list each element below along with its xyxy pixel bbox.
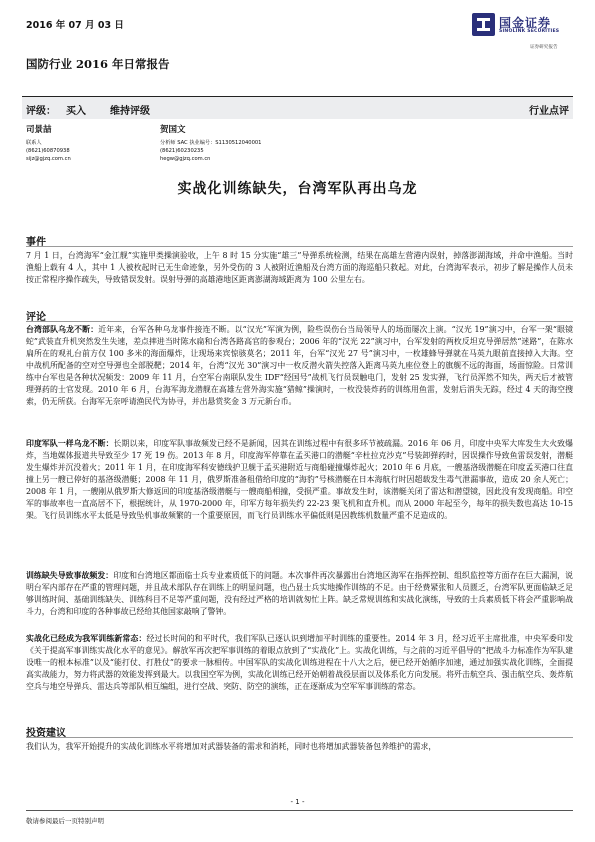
company-logo <box>472 13 572 53</box>
section-heading-advice: 投资建议 <box>26 728 66 739</box>
rating-maintain: 维持评级 <box>110 106 150 117</box>
logo-subtitle: 证券研究报告 <box>530 45 558 50</box>
paragraph-text: 经过长时间的和平时代，我们军队已逐认识到增加平时训练的重要性。2014 年 3 月，经习近平主席批准，中央军委印发《关于提高军事训练实战化水平的意见》。解放军再次把军事训练的着眼点放到了“实战化”上。实战化训练，与之前的习近平倡导的“把战斗力标准作为军队建设唯一的根本标准”以及“能打仗、打胜仗”的要求一脉相传。中国军队的实战化训练进程在十八大之后，便已经开始循序加速，通过加强实战化训练，全面提高实战能力，努力将武器的效能发挥到最大。以我国空军为例，实战化训练已经开始朝着战役层面以及体系化方向发展。将歼击航空兵、强击航空兵、轰炸航空兵与地空导弹兵、雷达兵等部队相互编组，进行空战、突防、防空的演练，正在逐渐成为空军军事训练的常态。 <box>26 634 573 691</box>
section-heading-event: 事件 <box>26 237 46 248</box>
logo-mark-icon <box>472 13 495 36</box>
rating-band <box>22 96 573 119</box>
paragraph-text: 近年来，台军各种乌龙事件接连不断。以“汉光”军演为例，险些误伤台当局领导人的场面屡次上演。“汉光 19”演习中，台军一架“眼镜蛇”武装直升机突然发生失速，差点摔进当时陈水扁和台湾各路高官的参观台；2006 年的“汉光 22”演习中，台军发射的两枚反坦克导弹居然“迷路”，在陈水扁所在的观礼台前方仅 100 多米的海面爆炸，让现场来宾惊骇莫名；2011 年，台军“汉光 27 号”演习中，一枚雄蜂导弹就在马英九眼前直接掉入大海。空中战机所配备的空对空导弹也全部脱靶；2014 年，台湾“汉光 30”演习中一枚反潜火箭失控落入距离马英九座位登上的旗舰不远的海面，场面惊险。日常训练中台军也是各种状况频发：2009 年 11 月，台空军台南联队发生 IDF“经国号”战机飞行员误触电门，发射 25 发实弹，飞行员浑然不知失，两天后才被管理弹药的士官发现。2010 年 6 月，台海军海龙潜舰在高雄左营外海实施“猎鲸”操演时，一枚没装炸药的训练用鱼雷，发射后消失无踪，经过 4 天的海空搜索，仍无所获。台海军无奈呼请渔民代为协寻，并出悬赏奖金 3 万元新台币。 <box>26 325 573 406</box>
analyst-phone: (8621)60230235 <box>160 148 204 154</box>
section-divider <box>26 321 573 322</box>
analyst-role: 分析师 SAC 执业编号：S1130512040001 <box>160 140 262 146</box>
comment-paragraph <box>26 570 573 618</box>
paragraph-lead: 台湾部队乌龙不断： <box>26 325 99 334</box>
footer-divider <box>26 810 573 811</box>
report-date: 2016 年 07 月 03 日 <box>26 20 124 31</box>
rating-label: 评级： <box>26 106 56 117</box>
logo-name-en: SINOLINK SECURITIES <box>499 29 560 34</box>
analyst-name: 司景喆 <box>26 125 52 135</box>
paragraph-lead: 实战化已经成为我军训练新常态： <box>26 634 147 643</box>
paragraph-lead: 印度军队一样乌龙不断： <box>26 439 114 448</box>
paragraph-lead: 训练缺失导致事故频发： <box>26 571 114 580</box>
analyst-card <box>26 125 71 163</box>
comment-paragraph <box>26 324 573 408</box>
analyst-card <box>160 125 261 163</box>
analyst-email[interactable]: hegw@gjzq.com.cn <box>160 156 211 162</box>
analyst-name: 贺国文 <box>160 125 186 135</box>
paragraph-text: 印度和台湾地区都面临士兵专业素质低下的问题。本次事件再次暴露出台湾地区海军在指挥控制、组织监控等方面存在巨大漏洞，说明台军内部存在严重的管理问题，并且战术部队存在训练上的明显问题，也凸显士兵实地操作训练的不足。由于经费紧张和人员匮乏，台湾军队更面临缺乏足够训练时间、基础训练缺失、训练科目不足等严重问题，没有经过严格的培训就匆忙上阵。缺乏常规训练和实战化演练，导致的士兵素质低下将会严重影响战斗力，台湾和印度的各种事故已经给其他国家敲响了警钟。 <box>26 571 573 616</box>
section-divider <box>26 737 573 738</box>
footer-disclaimer: 敬请参阅最后一页特别声明 <box>26 817 104 825</box>
logo-name-cn: 国金证券 <box>499 16 552 30</box>
comment-paragraph <box>26 633 573 693</box>
advice-paragraph: 我们认为，我军开始提升的实战化训练水平将增加对武器装备的需求和消耗，同时也将增加武器装备包养维护的需求， <box>26 742 437 751</box>
comment-paragraph <box>26 438 573 522</box>
analyst-role: 联系人 <box>26 140 42 146</box>
section-heading-comment: 评论 <box>26 312 46 323</box>
analyst-email[interactable]: sijz@gjzq.com.cn <box>26 156 71 162</box>
analyst-phone: (8621)60870938 <box>26 148 70 154</box>
report-type: 行业点评 <box>529 106 569 117</box>
event-paragraph: 7 月 1 日，台湾海军“金江舰”实施甲类操演验收，上午 8 时 15 分实施“雄三”导弹系统检测，结果在高雄左营港内误射，掉落澎湖海域，并命中渔船。当时渔船上载有 4 人，其中 1 人被枚起时已无生命迹象，另外受伤的 3 人被附近渔船及台湾方面的海巡船只救起。对此，台湾海军表示，初步了解是操作人员未按正常程序操作疏失，导致错误发射。误射导弹的高雄港地区距离澎湖海域距离为 100 公里左右。 <box>26 251 573 284</box>
paragraph-text: 长期以来，印度军队事故频发已经不是新闻，因其在训练过程中有很多环节被疏漏。2016 年 06 月，印度中央军大库发生大火致爆炸，当地媒体报道共导致至少 17 死 19 伤。2013 年 8 月，印度海军停靠在孟买港口的潜艇“辛杜拉克沙克”号装卸弹药时，因误操作导致鱼雷误发射，潜艇发生爆炸并沉没着火；2011 年 1 月，在印度海军科安德线护卫舰于孟买港附近与商船碰撞爆炸起火；2010 年 6 月底，一艘基洛级潜艇在印度孟买港口往直撞上另一艘已停好的基洛级潜艇；2008 年 11 月，俄罗斯准备租借给印度的“海豹”号核潜艇在日本海航行时因超载发生毒气泄漏事故，造成 20 余人死亡；2008 年 1 月，一艘刚从俄罗斯大修返回的印度基洛级潜艇与一艘商船相撞，受损严重。事故发生时，该潜艇关闭了雷达和潜望镜，因此没有发现商船。印空军的事故率也一直高居不下，根据统计，从 1970-2000 年，印军方每年损失约 22-23 架飞机和直升机。而从 2000 年起至今，每年的损失数也高达 10-15 架。飞行员训练水平太低是导致坠机事故频繁的一个重要原因，而飞行员训练水平偏低则是因教练机数量严重不足造成的。 <box>26 439 573 520</box>
article-title: 实战化训练缺失，台湾军队再出乌龙 <box>177 181 418 197</box>
report-title: 国防行业 2016 年日常报告 <box>26 57 170 71</box>
section-divider <box>26 246 573 247</box>
page-number: - 1 - <box>290 798 305 806</box>
rating-value: 买入 <box>66 106 86 117</box>
